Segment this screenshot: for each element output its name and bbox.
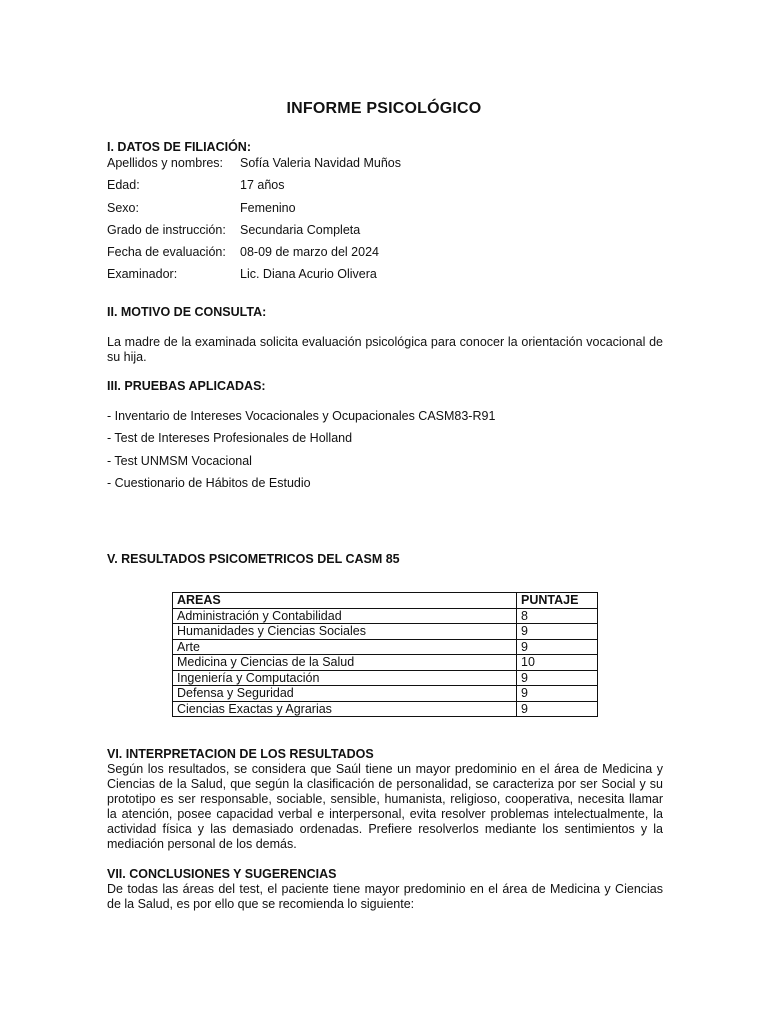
- area-cell: Defensa y Seguridad: [173, 686, 517, 702]
- table-row: [173, 655, 598, 671]
- info-label: Sexo:: [107, 201, 139, 215]
- info-row: [107, 223, 667, 239]
- test-item: - Test de Intereses Profesionales de Holland: [107, 431, 353, 445]
- column-header-areas: AREAS: [173, 593, 517, 609]
- table-row: [173, 608, 598, 624]
- table-row: [173, 701, 598, 717]
- document-title: INFORME PSICOLÓGICO: [286, 100, 482, 117]
- section-heading-conclusiones: VII. CONCLUSIONES Y SUGERENCIAS: [107, 867, 337, 881]
- conclusiones-paragraph: De todas las áreas del test, el paciente tiene mayor predominio en el área de Medicina y Ciencias de la Salud, es por ello que se recomienda lo siguiente:: [107, 882, 663, 911]
- area-cell: Medicina y Ciencias de la Salud: [173, 655, 517, 671]
- test-item: - Test UNMSM Vocacional: [107, 454, 252, 468]
- area-cell: Ingeniería y Computación: [173, 670, 517, 686]
- score-cell: 9: [517, 624, 598, 640]
- score-cell: 9: [517, 670, 598, 686]
- test-item: - Inventario de Intereses Vocacionales y Ocupacionales CASM83-R91: [107, 409, 496, 423]
- info-label: Apellidos y nombres:: [107, 156, 224, 170]
- info-row: [107, 245, 667, 261]
- info-value: Femenino: [240, 201, 296, 215]
- info-label: Grado de instrucción:: [107, 223, 226, 237]
- test-item: - Cuestionario de Hábitos de Estudio: [107, 476, 311, 490]
- table-row: [173, 639, 598, 655]
- section-heading-filiacion: I. DATOS DE FILIACIÓN:: [107, 140, 251, 154]
- info-label: Edad:: [107, 178, 140, 192]
- section-heading-motivo: II. MOTIVO DE CONSULTA:: [107, 305, 267, 319]
- table-header-row: [173, 593, 598, 609]
- table-row: [173, 624, 598, 640]
- score-cell: 8: [517, 608, 598, 624]
- info-value: Secundaria Completa: [240, 223, 361, 237]
- score-cell: 9: [517, 686, 598, 702]
- info-row: [107, 201, 667, 217]
- area-cell: Arte: [173, 639, 517, 655]
- score-cell: 10: [517, 655, 598, 671]
- column-header-puntaje: PUNTAJE: [517, 593, 598, 609]
- info-row: [107, 156, 667, 172]
- motivo-paragraph: La madre de la examinada solicita evaluación psicológica para conocer la orientación vocacional de su hija.: [107, 335, 663, 364]
- info-value: 17 años: [240, 178, 285, 192]
- section-heading-interpretacion: VI. INTERPRETACION DE LOS RESULTADOS: [107, 747, 374, 761]
- area-cell: Humanidades y Ciencias Sociales: [173, 624, 517, 640]
- area-cell: Ciencias Exactas y Agrarias: [173, 701, 517, 717]
- info-value: Sofía Valeria Navidad Muños: [240, 156, 401, 170]
- score-cell: 9: [517, 639, 598, 655]
- info-value: Lic. Diana Acurio Olivera: [240, 267, 377, 281]
- info-value: 08-09 de marzo del 2024: [240, 245, 379, 259]
- section-heading-resultados: V. RESULTADOS PSICOMETRICOS DEL CASM 85: [107, 552, 400, 566]
- info-row: [107, 267, 667, 283]
- area-cell: Administración y Contabilidad: [173, 608, 517, 624]
- interpretacion-paragraph: Según los resultados, se considera que Saúl tiene un mayor predominio en el área de Medicina y Ciencias de la Salud, que según la clasificación de personalidad, se caracteriza por ser Social y su prototipo es ser responsable, sociable, sensible, humanista, religioso, cooperativa, necesita llamar la atención, posee capacidad verbal e interpersonal, evita resolver problemas intelectualmente, la actividad física y las demasiado ordenadas. Prefiere resolverlos mediante los sentimientos y la mediación personal de los demás.: [107, 762, 663, 851]
- score-cell: 9: [517, 701, 598, 717]
- table-row: [173, 670, 598, 686]
- table-row: [173, 686, 598, 702]
- section-heading-pruebas: III. PRUEBAS APLICADAS:: [107, 379, 266, 393]
- info-label: Examinador:: [107, 267, 178, 281]
- results-table: [172, 592, 598, 717]
- info-row: [107, 178, 667, 194]
- info-label: Fecha de evaluación:: [107, 245, 226, 259]
